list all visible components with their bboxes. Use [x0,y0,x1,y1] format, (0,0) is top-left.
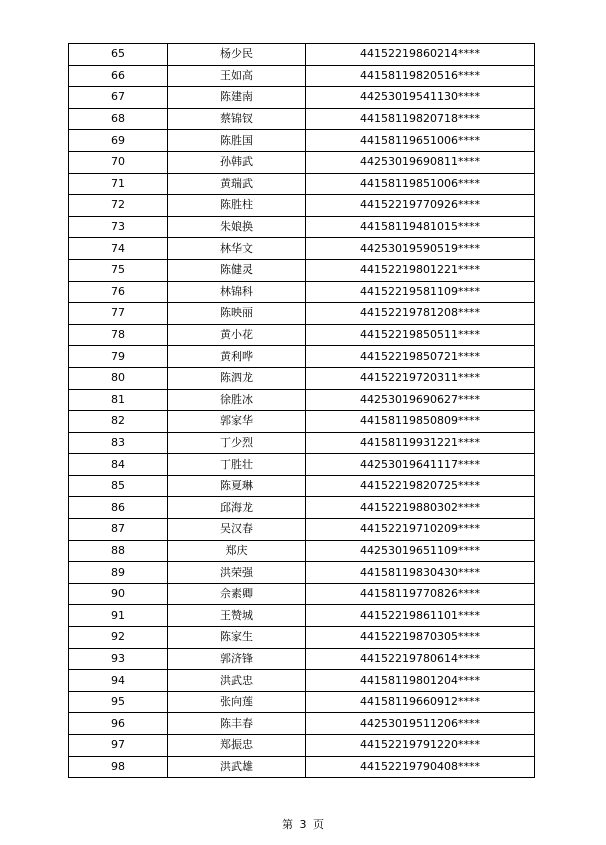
row-number-cell: 81 [69,389,168,411]
person-name-cell: 林华文 [168,238,306,260]
row-number-cell: 87 [69,519,168,541]
person-name-cell: 王赞城 [168,605,306,627]
person-name-cell: 黄瑞武 [168,173,306,195]
table-row [69,540,535,562]
table-row [69,432,535,454]
id-number-cell: 44152219581109**** [306,281,535,303]
row-number-cell: 79 [69,346,168,368]
id-number-cell: 44158119770826**** [306,583,535,605]
row-number-cell: 86 [69,497,168,519]
row-number-cell: 73 [69,216,168,238]
id-number-cell: 44152219801221**** [306,259,535,281]
id-number-cell: 44158119481015**** [306,216,535,238]
row-number-cell: 83 [69,432,168,454]
table-row [69,367,535,389]
row-number-cell: 92 [69,627,168,649]
row-number-cell: 74 [69,238,168,260]
row-number-cell: 82 [69,411,168,433]
roster-table [68,43,535,778]
row-number-cell: 97 [69,735,168,757]
id-number-cell: 44152219710209**** [306,519,535,541]
person-name-cell: 吴汉春 [168,519,306,541]
id-number-cell: 44152219870305**** [306,627,535,649]
id-number-cell: 44158119830430**** [306,562,535,584]
table-row [69,324,535,346]
person-name-cell: 洪武忠 [168,670,306,692]
table-row [69,497,535,519]
table-row [69,303,535,325]
person-name-cell: 佘素卿 [168,583,306,605]
person-name-cell: 孙韩武 [168,151,306,173]
person-name-cell: 陈夏琳 [168,475,306,497]
id-number-cell: 44152219791220**** [306,735,535,757]
person-name-cell: 黄利哗 [168,346,306,368]
table-row [69,87,535,109]
person-name-cell: 黄小花 [168,324,306,346]
id-number-cell: 44152219861101**** [306,605,535,627]
row-number-cell: 84 [69,454,168,476]
id-number-cell: 44253019690627**** [306,389,535,411]
row-number-cell: 72 [69,195,168,217]
id-number-cell: 44253019641117**** [306,454,535,476]
table-row [69,670,535,692]
id-number-cell: 44158119851006**** [306,173,535,195]
row-number-cell: 94 [69,670,168,692]
table-row [69,346,535,368]
person-name-cell: 蔡锦钗 [168,108,306,130]
roster-sheet [68,43,534,778]
id-number-cell: 44152219790408**** [306,756,535,778]
id-number-cell: 44253019541130**** [306,87,535,109]
id-number-cell: 44152219770926**** [306,195,535,217]
table-row [69,562,535,584]
table-row [69,713,535,735]
id-number-cell: 44158119820718**** [306,108,535,130]
id-number-cell: 44152219820725**** [306,475,535,497]
row-number-cell: 96 [69,713,168,735]
person-name-cell: 郭家华 [168,411,306,433]
person-name-cell: 郑庆 [168,540,306,562]
row-number-cell: 78 [69,324,168,346]
row-number-cell: 68 [69,108,168,130]
table-row [69,627,535,649]
person-name-cell: 朱娘换 [168,216,306,238]
row-number-cell: 95 [69,691,168,713]
table-row [69,389,535,411]
id-number-cell: 44158119850809**** [306,411,535,433]
row-number-cell: 98 [69,756,168,778]
row-number-cell: 67 [69,87,168,109]
id-number-cell: 44158119931221**** [306,432,535,454]
row-number-cell: 88 [69,540,168,562]
table-row [69,259,535,281]
row-number-cell: 77 [69,303,168,325]
row-number-cell: 69 [69,130,168,152]
table-row [69,108,535,130]
table-row [69,735,535,757]
id-number-cell: 44158119660912**** [306,691,535,713]
id-number-cell: 44152219860214**** [306,44,535,66]
table-row [69,691,535,713]
person-name-cell: 陈胜柱 [168,195,306,217]
row-number-cell: 66 [69,65,168,87]
person-name-cell: 杨少民 [168,44,306,66]
row-number-cell: 70 [69,151,168,173]
id-number-cell: 44152219780614**** [306,648,535,670]
person-name-cell: 陈丰春 [168,713,306,735]
id-number-cell: 44152219850721**** [306,346,535,368]
id-number-cell: 44152219781208**** [306,303,535,325]
person-name-cell: 张向莲 [168,691,306,713]
table-row [69,756,535,778]
table-row [69,475,535,497]
row-number-cell: 71 [69,173,168,195]
table-row [69,195,535,217]
table-row [69,65,535,87]
table-row [69,605,535,627]
id-number-cell: 44253019511206**** [306,713,535,735]
table-row [69,44,535,66]
person-name-cell: 郑振忠 [168,735,306,757]
table-row [69,130,535,152]
table-row [69,519,535,541]
row-number-cell: 80 [69,367,168,389]
table-row [69,648,535,670]
person-name-cell: 丁胜壮 [168,454,306,476]
person-name-cell: 洪荣强 [168,562,306,584]
row-number-cell: 76 [69,281,168,303]
row-number-cell: 90 [69,583,168,605]
person-name-cell: 郭济锋 [168,648,306,670]
row-number-cell: 75 [69,259,168,281]
id-number-cell: 44253019590519**** [306,238,535,260]
id-number-cell: 44158119801204**** [306,670,535,692]
id-number-cell: 44253019690811**** [306,151,535,173]
id-number-cell: 44152219880302**** [306,497,535,519]
person-name-cell: 陈建南 [168,87,306,109]
person-name-cell: 陈泗龙 [168,367,306,389]
table-row [69,238,535,260]
person-name-cell: 邱海龙 [168,497,306,519]
id-number-cell: 44158119820516**** [306,65,535,87]
table-row [69,454,535,476]
table-row [69,173,535,195]
row-number-cell: 85 [69,475,168,497]
id-number-cell: 44253019651109**** [306,540,535,562]
row-number-cell: 89 [69,562,168,584]
table-row [69,216,535,238]
table-row [69,281,535,303]
table-row [69,583,535,605]
row-number-cell: 91 [69,605,168,627]
person-name-cell: 洪武雄 [168,756,306,778]
row-number-cell: 65 [69,44,168,66]
person-name-cell: 徐胜冰 [168,389,306,411]
roster-table-body [69,44,535,778]
person-name-cell: 陈映丽 [168,303,306,325]
id-number-cell: 44158119651006**** [306,130,535,152]
person-name-cell: 陈胜国 [168,130,306,152]
page-number: 第 3 页 [282,818,324,831]
table-row [69,411,535,433]
table-row [69,151,535,173]
id-number-cell: 44152219850511**** [306,324,535,346]
person-name-cell: 陈家生 [168,627,306,649]
person-name-cell: 丁少烈 [168,432,306,454]
person-name-cell: 林锦科 [168,281,306,303]
row-number-cell: 93 [69,648,168,670]
person-name-cell: 王如高 [168,65,306,87]
person-name-cell: 陈健灵 [168,259,306,281]
id-number-cell: 44152219720311**** [306,367,535,389]
